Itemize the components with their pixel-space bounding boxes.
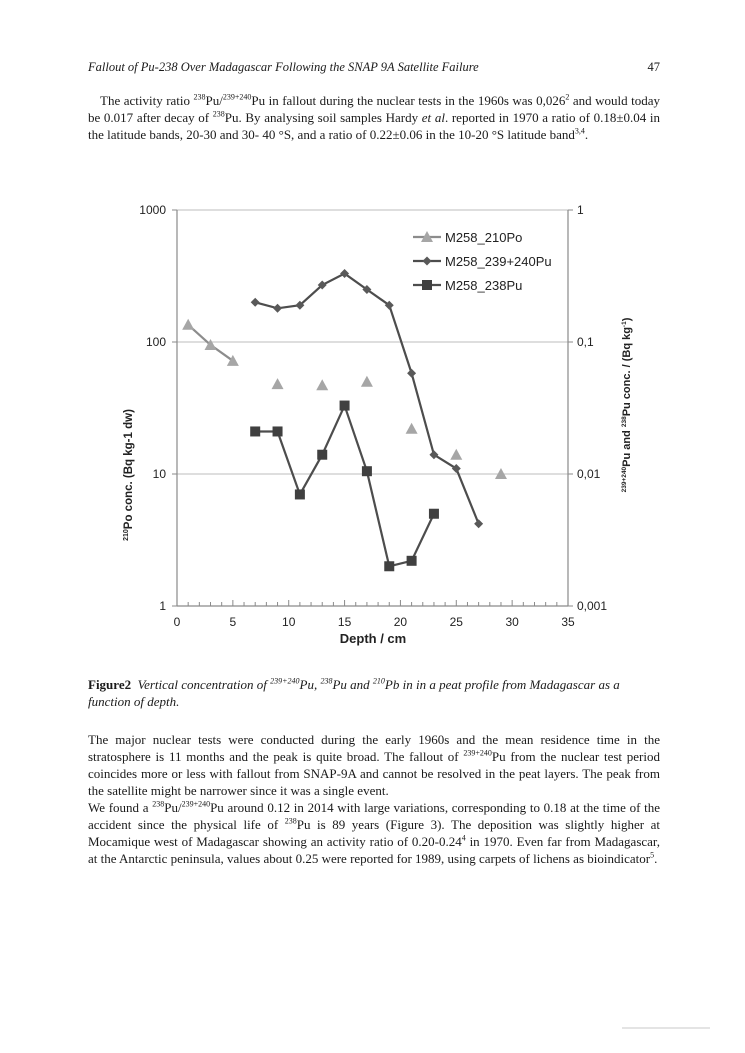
data-point — [227, 355, 239, 366]
x-tick-label: 15 — [337, 615, 352, 629]
figure-label: Figure2 — [88, 677, 132, 692]
y-left-tick-label: 1000 — [139, 203, 166, 217]
data-point — [406, 423, 418, 434]
figure-caption — [88, 676, 660, 710]
x-tick-label: 30 — [505, 615, 519, 629]
data-point — [340, 401, 350, 411]
chart-legend — [413, 230, 552, 293]
data-point — [273, 426, 283, 436]
data-point — [407, 369, 416, 378]
y-axis-label-right: $^{239+240}$Pu and $^{238}$Pu conc. / (Bq $kg^{-1}$) — [621, 317, 633, 493]
caption-text: Vertical concentration of $^{239+240}$Pu, $^{238}$Pu and $^{210}$Pb in in a peat profile from Madagascar as a function of depth. — [88, 676, 620, 709]
gridlines — [177, 210, 568, 474]
data-point — [182, 319, 194, 330]
legend-label: M258_210Po — [445, 230, 523, 245]
page-number: 47 — [647, 60, 660, 74]
running-title: Fallout of Pu-238 Over Madagascar Following the SNAP 9A Satellite Failure — [88, 60, 479, 74]
figure-2 — [100, 190, 660, 665]
data-point — [384, 561, 394, 571]
y-left-tick-label: 100 — [145, 335, 166, 349]
page-corner-mark — [622, 1027, 710, 1029]
legend-label: M258_238Pu — [445, 278, 523, 293]
y-left-tick-label: 10 — [152, 467, 166, 481]
legend-marker — [423, 257, 432, 266]
legend-label: M258_239+240Pu — [445, 254, 552, 269]
y-right-tick-label: 1 — [577, 203, 584, 217]
x-tick-label: 10 — [282, 615, 296, 629]
legend-marker — [422, 280, 432, 290]
y-right-tick-label: 0,01 — [577, 467, 601, 481]
data-point — [251, 298, 260, 307]
data-point — [295, 489, 305, 499]
x-tick-label: 35 — [561, 615, 575, 629]
data-point — [450, 449, 462, 460]
data-point — [250, 426, 260, 436]
depth-profile-chart — [100, 190, 660, 665]
data-point — [361, 376, 373, 387]
intro-paragraph: The activity ratio $^{238}$Pu/$^{239+240}$Pu in fallout during the nuclear tests in the 1960s was 0,026$^2$ and would today be 0.017 after decay of $^{238}$Pu. By analysing soil samples Hardy et al. reported in 1970 a ratio of 0.18±0.04 in the latitude bands, 20-30 and 30- 40 °S, and a ratio of 0.22±0.06 in the 10-20 °S latitude band$^{3,4}$. — [88, 92, 660, 142]
x-axis-label: Depth / cm — [339, 631, 407, 646]
running-header — [88, 60, 660, 75]
x-tick-label: 20 — [393, 615, 408, 629]
x-tick-label: 0 — [173, 615, 181, 629]
y-axis-label-left: $^{210}$Po conc. (Bq kg-1 dw) — [123, 409, 135, 541]
data-point — [474, 519, 483, 528]
body-text: The major nuclear tests were conducted during the early 1960s and the mean residence time in the stratosphere is 11 months and the peak is quite broad. The fallout of $^{239+240}$Pu from the nuclear test period coincides more or less with fallout from SNAP-9A and cannot be resolved in the peat layers. The peak from the satellite might be narrower since it was a single event. We found a $^{238}$Pu/$^{239+240}$Pu around 0.12 in 2014 with large variations, corresponding to 0.18 at the time of the accident since the physical life of $^{238}$Pu is 89 years (Figure 3). The deposition was slightly higher at Mocamique west of Madagascar showing an activity ratio of 0.20-0.24$^4$ in 1970. Even far from Madagascar, at the Antarctic peninsula, values about 0.25 were reported for 1989, using carpets of lichens as bioindicator$^5$. — [88, 732, 660, 866]
data-point — [272, 378, 284, 389]
data-point — [407, 556, 417, 566]
data-point — [273, 304, 282, 313]
x-tick-label: 25 — [449, 615, 463, 629]
data-point — [316, 379, 328, 390]
y-right-tick-label: 0,1 — [577, 335, 594, 349]
data-point — [429, 509, 439, 519]
data-point — [317, 450, 327, 460]
series — [182, 269, 507, 571]
y-right-tick-label: 0,001 — [577, 599, 608, 613]
y-left-tick-label: 1 — [159, 599, 166, 613]
series-line — [255, 274, 478, 524]
x-tick-label: 5 — [229, 615, 237, 629]
data-point — [362, 466, 372, 476]
